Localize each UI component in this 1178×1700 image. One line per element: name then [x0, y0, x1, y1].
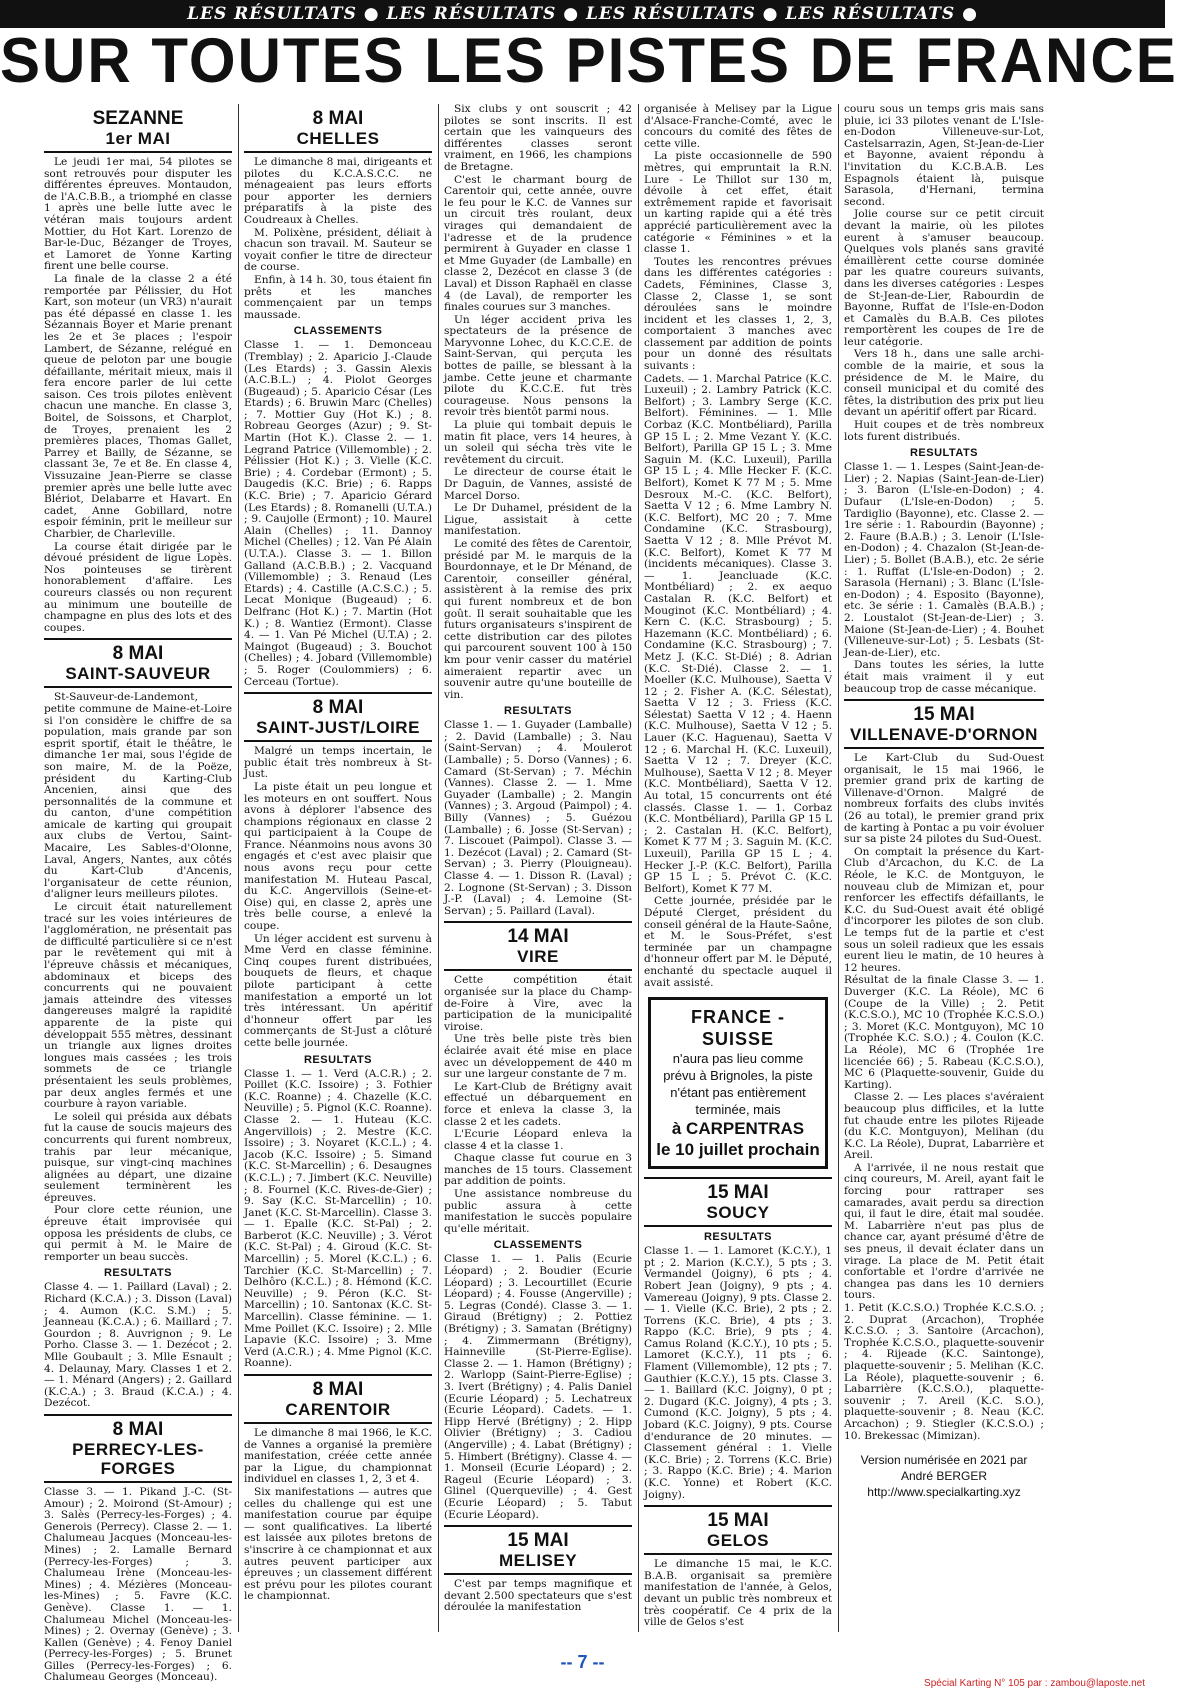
- results-heading: RESULTATS: [909, 447, 979, 460]
- article-paragraph: Enfin, à 14 h. 30, tous étaient fin prêts et les manches commençaient par un temps maussade.: [244, 273, 432, 321]
- announcement-venue: à CARPENTRAS: [671, 1119, 805, 1139]
- results-text: Classe 4. — 1. Paillard (Laval) ; 2. Richard (K.C.A.) ; 3. Disson (Laval) ; 4. Aumon (K.C. S.M.) ; 5. Jeanneau (K.C.A.) ; 6. Maillard ; 7. Gourdon ; 8. Auvrignon ; 9. Le Porho. Classe 3. — 1. Dezécot ; 2. Mlle Goubault ; 3. Mlle Esnault ; 4. Delaunay, Mary. Classes 1 et 2. — 1. Ménard (Angers) ; 2. Gaillard (K.C.A.) ; 3. Braud (K.C.A.) ; 4. Dezécot.: [44, 1281, 232, 1410]
- credit-line: Version numérisée en 2021 par: [860, 1453, 1028, 1468]
- article-paragraph: Le jeudi 1er mai, 54 pilotes se sont retrouvés pour disputer les différentes épreuves. Montaudon, de l'A.C.B.B., a triomphé en classe 1 après une belle lutte avec le vétéran mais toujours ardent Mottier, du Hot Kart. Lorenzo de Bar-le-Duc, Bézanger de Troyes, et Lamoret de Yonne Karting firent une belle course.: [44, 156, 232, 273]
- results-heading: CLASSEMENTS: [293, 325, 383, 338]
- results-text: Classe 1. — 1. Lamoret (K.C.Y.), 1 pt ; 2. Marion (K.C.Y.), 5 pts ; 3. Vermandel (Joigny), 6 pts ; 4. Robert Jean (Joigny), 9 pts ; 4. Vamereau (Joigny), 9 pts. Classe 2. — 1. Vielle (K.C. Brie), 2 pts ; 2. Torrens (K.C. Brie), 4 pts ; 3. Rappo (K.C. Brie), 9 pts ; 4. Camus Roland (K.C.Y.), 10 pts ; 5. Lamoret (K.C.Y.), 11 pts ; 6. Flament (Villemomble), 12 pts ; 7. Gauthier (K.C.Y.), 15 pts. Classe 3. — 1. Baillard (K.C. Joigny), 0 pt ; 2. Dugard (K.C. Joigny), 4 pts ; 3. Cumond (K.C. Joigny), 5 pts ; 4. Jobard (K.C. Joigny), 9 pts. Course d'endurance de 20 minutes. — Classement général : 1. Vielle (K.C. Brie) ; 2. Torrens (K.C. Brie) ; 3. Rappo (K.C. Brie) ; 4. Marion (K.C. Yonne) et Robert (K.C. Joigny).: [644, 1245, 832, 1501]
- race-date-sezanne: 1er MAI: [44, 129, 232, 153]
- article-paragraph: Toutes les rencontres prévues dans les différentes catégories : Cadets, Féminines, Classe 3, Classe 2, Classe 1, se sont déroulées sans le moindre incident et les classes 1, 2, 3, comportaient 3 manches avec classement par addition de points pour un donné des résultats suivants :: [644, 255, 832, 373]
- article-paragraph: Le dimanche 15 mai, le K.C. B.A.B. organisait sa première manifestation de l'année, à Gelos, devant un public très nombreux et très coopératif. Ce 4 prix de la ville de Gelos s'est: [644, 1558, 832, 1629]
- article-paragraph: La course était dirigée par le dévoué président de ligue Lopès. Nos pointeuses se tirèrent honorablement d'affaire. Les coureurs classés ou non reçurent au minimum une bouteille de champagne en plus des lots et des coupes.: [44, 540, 232, 634]
- race-title-melisey: MELISEY: [444, 1551, 632, 1575]
- race-title-villenave: VILLENAVE-D'ORNON: [844, 725, 1044, 749]
- results-text: Classe 1. — 1. Verd (A.C.R.) ; 2. Poillet (K.C. Issoire) ; 3. Fothier (K.C. Roanne) ; 4. Chazelle (K.C. Neuville) ; 5. Pignol (K.C. Roanne). Classe 2. — 1. Huteau (K.C. Angervillois) ; 2. Mestre (K.C. Issoire) ; 3. Noyaret (K.C.L.) ; 4. Jacob (K.C. Issoire) ; 5. Simand (K.C. St-Marcellin) ; 6. Desaugnes (K.C.L.) ; 7. Jimbert (K.C. Neuville) ; 8. Fournel (K.C. Rives-de-Gier) ; 9. Say (K.C. St-Marcellin) ; 10. Janet (K.C. St-Marcellin). Classe 3. — 1. Epalle (K.C. St-Pal) ; 2. Barberot (K.C. Neuville) ; 3. Vérot (K.C. St-Pal) ; 4. Giroud (K.C. St-Marcellin) ; 5. Morel (K.C.L.) ; 6. Tarchier (K.C. St-Marcellin) ; 7. Delhôro (K.C.L.) ; 8. Hémond (K.C. Neuville) ; 9. Péron (K.C. St-Marcellin) ; 10. Santonax (K.C. St-Marcellin). Classe féminine. — 1. Mme Poillet (K.C. Issoire) ; 2. Mlle Lapavie (K.C. Issoire) ; 3. Mme Verd (A.C.R.) ; 4. Mme Pignol (K.C. Roanne).: [244, 1067, 432, 1370]
- credit-url[interactable]: http://www.specialkarting.xyz: [867, 1485, 1021, 1500]
- results-heading: RESULTATS: [503, 705, 573, 718]
- results-heading: RESULTATS: [103, 1267, 173, 1280]
- article-paragraph: Classe 2. — Les places s'avéraient beaucoup plus difficiles, et la lutte fut chaude entre les pilotes Rijeade (du K.C. Montguyon), Melihan (du K.C. La Réole), Duprat, Labarrière et Areil.: [844, 1091, 1044, 1162]
- digitization-credit: [844, 1452, 1044, 1500]
- race-date-vire: 14 MAI: [444, 921, 632, 947]
- article-paragraph: Vers 18 h., dans une salle archi-comble de la mairie, et sous la présidence de M. le Maire, du conseil municipal et du comité des fêtes, la distribution des prix put lieu devant un apéritif offert par Ricard.: [844, 348, 1044, 419]
- race-title-perrecy: PERRECY-LES-FORGES: [44, 1440, 232, 1483]
- announcement-box: [648, 997, 828, 1169]
- article-paragraph: C'est par temps magnifique et devant 2.500 spectateurs que s'est déroulée la manifestation: [444, 1578, 632, 1614]
- article-paragraph: Six manifestations — autres que celles du challenge qui est une manifestation courue par équipe — sont qualificatives. La liberté est laissée aux pilotes bretons de s'inscrire à ce championnat et aux autres peuvent participer aux épreuves ; un classement différent est prévu pour les pilotes courant le championnat.: [244, 1485, 432, 1603]
- race-date-perrecy: 8 MAI: [44, 1414, 232, 1440]
- race-title-gelos: GELOS: [644, 1531, 832, 1555]
- results-text: Classe 1. — 1. Demonceau (Tremblay) ; 2. Aparicio J.-Claude (Les Etards) ; 3. Gassin Alexis (A.C.B.L.) ; 4. Piolot Georges (Bugeaud) ; 5. Aparicio César (Les Etards) ; 6. Bruwin Marc (Chelles) ; 7. Mottier Guy (Hot K.) ; 8. Robreau Georges (Azur) ; 9. St-Martin (Hot K.). Classe 2. — 1. Legrand Patrice (Villemomble) ; 2. Pélissier (Hot K.) ; 3. Vielle (K.C. Brie) ; 4. Cordebar (Ermont) ; 5. Daugedis (K.C. Brie) ; 6. Rapps (K.C. Brie) ; 7. Aparicio Gérard (Les Etards) ; 8. Romanelli (U.T.A.) ; 9. Caujolle (Ermont) ; 10. Maurel Alain (Chelles) ; 11. Dannoy Michel (Chelles) ; 12. Van Pé Alain (U.T.A.). Classe 3. — 1. Billon Galland (A.C.B.B.) ; 2. Vacquand (Villemomble) ; 3. Renaud (Les Etards) ; 4. Castille (A.C.S.C.) ; 5. Lecat Monique (Bugeaud) ; 6. Delfranc (Hot K.) ; 7. Martin (Hot K.) ; 8. Wantiez (Ermont). Classe 4. — 1. Van Pé Michel (U.T.A) ; 2. Maingot (Bugeaud) ; 3. Bouchot (Chelles) ; 4. Jobard (Villemomble) ; 5. Roger (Coulommiers) ; 6. Cerceau (Tortue).: [244, 339, 432, 688]
- results-heading: RESULTATS: [303, 1053, 373, 1066]
- column-3: [444, 104, 632, 1632]
- article-paragraph: organisée à Melisey par la Ligue d'Alsace-Franche-Comté, avec le concours du comité des fêtes de cette ville.: [644, 103, 832, 150]
- article-paragraph: Le comité des fêtes de Carentoir, présidé par M. le marquis de la Bourdonnaye, et le Dr Ménand, de Carentoir, conseiller général, assistèrent à la remise des prix qui furent nombreux et de bon goût. Il serait souhaitable que les futurs organisateurs s'inspirent de cette distribution car des pilotes qui parcourent souvent 100 à 150 km pour venir casser du matériel aimeraient repartir avec un souvenir autre qu'une bouteille de vin.: [444, 537, 632, 701]
- article-paragraph: La finale de la classe 2 a été remportée par Pélissier, du Hot Kart, son moteur (un VR3) n'aurait pas été dépassé en classe 1. les Sézannais Boyer et Marie prenant les 2e et 3e places ; l'espoir Lambert, de Sézanne, relégué en queue de peloton par une bougie défaillante, méritait mieux, mais il fera encore parler de lui cette saison. Ces trois pilotes enlèvent chacun une manche. En classe 3, Boitel, de Soissons, et Charplot, de Troyes, prenaient les 2 premières places, Thomas Gallet, Parrey et Bailly, de Sézanne, se classant 3e, 7e et 8e. En classe 4, Vissuzaine Jean-Pierre se classe premier après une belle lutte avec Blériot, Delabarre et Havart. En cadet, Anne Gobillard, notre espoir féminin, prit le meilleur sur Charbier, de Charleville.: [44, 272, 232, 540]
- race-date-carentoir: 8 MAI: [244, 1374, 432, 1400]
- article-paragraph: Six clubs y ont souscrit ; 42 pilotes se sont inscrits. Il est certain que les vainqueurs des différentes classes seront vraiment, en 1966, les champions de Bretagne.: [444, 103, 632, 173]
- article-paragraph: On comptait la présence du Kart-Club d'Arcachon, du K.C. de La Réole, le K.C. de Montguyon, le nouveau club de Mimizan et, pour renforcer les effectifs défaillants, le K.C. du Sud-Ouest avait été obligé d'incorporer les pilotes de son club. Le temps fut de la partie et c'est sous un soleil radieux que les essais eurent lieu le matin, de 10 heures à 12 heures.: [844, 845, 1044, 974]
- article-paragraph: Le Kart-Club du Sud-Ouest organisait, le 15 mai 1966, le premier grand prix de karting de Villenave-d'Ornon. Malgré de nombreux forfaits des clubs invités (26 au total), le premier grand prix de karting à Pontac a pu voir évoluer sur sa piste 24 pilotes du Sud-Ouest.: [844, 752, 1044, 846]
- article-paragraph: Le Kart-Club de Brétigny avait effectué un débarquement en force et enleva la classe 3, la classe 2 et les cadets.: [444, 1080, 632, 1128]
- article-paragraph: St-Sauveur-de-Landemont, petite commune de Maine-et-Loire si l'on considère le chiffre de sa population, mais grande par son esprit sportif, était le théâtre, le dimanche 1er mai, sous l'égide de son maire, M. de la Poëze, président du Karting-Club Ancenien, ainsi que des personnalités de la commune et du canton, d'une compétition amicale de karting qui groupait aux clubs de Vertou, Saint-Macaire, Les Sables-d'Olonne, Laval, Angers, Nantes, aux côtés du Kart-Club d'Ancenis, l'organisateur de cette réunion, d'aligner leurs meilleurs pilotes.: [44, 691, 232, 901]
- column-4: [644, 104, 832, 1632]
- column-5: [844, 104, 1044, 1632]
- race-title-vire: VIRE: [444, 947, 632, 971]
- column-divider: [238, 104, 239, 1632]
- article-paragraph: Chaque classe fut courue en 3 manches de 15 tours. Classement par addition de points.: [444, 1152, 632, 1188]
- article-paragraph: Un léger accident est survenu à Mme Verd en classe féminine. Cinq coupes furent distribuées, bouquets de fleurs, et chaque pilote participant à cette manifestation a emporté un lot très intéressant. Un apéritif d'honneur offert par les commerçants de St-Just a clôturé cette belle journée.: [244, 932, 432, 1049]
- results-heading: CLASSEMENTS: [493, 1239, 583, 1252]
- article-paragraph: Une très belle piste très bien éclairée avait été mise en place avec un développement de 440 m sur une largeur constante de 7 m.: [444, 1033, 632, 1081]
- article-paragraph: Le dimanche 8 mai, dirigeants et pilotes du K.C.A.S.C.C. ne ménageaient pas leurs efforts pour apporter les derniers préparatifs à la piste des Coudreaux à Chelles.: [244, 156, 432, 226]
- footer-credit: Spécial Karting N° 105 par : zambou@laposte.net: [924, 1678, 1145, 1689]
- article-paragraph: Le dimanche 8 mai 1966, le K.C. de Vannes a organisé la première manifestation, créée cette année par la Ligue, du championnat individuel en classes 1, 2, 3 et 4.: [244, 1427, 432, 1486]
- page-number: -- 7 --: [560, 1652, 605, 1672]
- results-text: Classe 1. — 1. Lespes (Saint-Jean-de-Lier) ; 2. Napias (Saint-Jean-de-Lier) ; 3. Baron (L'Isle-en-Dodon) ; 4. Dufaur (L'Isle-en-Dodon) ; 5. Tardiglio (Bayonne), etc. Classe 2. — 1re série : 1. Rabourdin (Bayonne) ; 2. Faure (B.A.B.) ; 3. Lenoir (L'Isle-en-Dodon) ; 4. Chazalon (St-Jean-de-Lier) ; 5. Bollet (B.A.B.), etc. 2e série : 1. Ruffat (L'Isle-en-Dodon) ; 2. Sarasola (Hernani) ; 3. Blanc (L'Isle-en-Dodon) ; 4. Esposito (Bayonne), etc. 3e série : 1. Camalès (B.A.B.) ; 2. Loustalot (St-Jean-de-Lier) ; 3. Maione (St-Jean-de-Lier) ; 4. Bouhet (Villeneuve-sur-Lot) ; 5. Lesbats (St-Jean-de-Lier), etc.: [844, 461, 1044, 659]
- column-divider: [438, 104, 439, 1632]
- results-text: Classe 1. — 1. Guyader (Lamballe) ; 2. David (Lamballe) ; 3. Nau (Saint-Servan) ; 4. Moulerot (Lamballe) ; 5. Dorso (Vannes) ; 6. Camard (St-Servan) ; 7. Méchin (Vannes). Classe 2. — 1. Mme Guyader (Lamballe) ; 2. Mangin (Vannes) ; 3. Argoud (Paimpol) ; 4. Billy (Vannes) ; 5. Guézou (Lamballe) ; 6. Josse (St-Servan) ; 7. Liscouet (Paimpol). Classe 3. — 1. Dezécot (Laval) ; 2. Camard (St-Servan) ; 3. Pierry (Plouigneau). Classe 4. — 1. Disson R. (Laval) ; 2. Lognone (St-Servan) ; 3. Disson J.-P. (Laval) ; 4. Lemoine (St-Servan) ; 5. Paillard (Laval).: [444, 719, 632, 917]
- results-heading: RESULTATS: [703, 1231, 773, 1244]
- article-paragraph: A l'arrivée, il ne nous restait que cinq coureurs, M. Areil, ayant fait le forcing pour rattraper ses camarades, avait perdu sa direction qui, il faut le dire, était mal soudée. M. Labarrière n'eut pas plus de chance car, ayant présumé d'être de ses pneus, il devait éclater dans un virage. La place de M. Petit était confortable et l'ordre d'arrivée ne changea pas dans les 10 derniers tours.: [844, 1161, 1044, 1302]
- article-paragraph: Une assistance nombreuse du public assura à cette manifestation le succès populaire qu'elle méritait.: [444, 1188, 632, 1235]
- race-title-chelles: CHELLES: [244, 129, 432, 153]
- credit-author: André BERGER: [900, 1469, 988, 1484]
- results-text: Classe 1. — 1. Palis (Ecurie Léopard) ; 2. Boudier (Ecurie Léopard) ; 3. Lecourtillet (Ecurie Léopard) ; 4. Fousse (Angerville) ; 5. Legras (Condé). Classe 3. — 1. Giraud (Brétigny) ; 2. Pottiez (Brétigny) ; 3. Samatan (Brétigny) ; 4. Zimmermann (Brétigny), Hainneville (St-Pierre-Eglise). Classe 2. — 1. Hamon (Brétigny) ; 2. Warlopp (Saint-Pierre-Eglise) ; 3. Ivert (Brétigny) ; 4. Palis Daniel (Ecurie Léopard) ; 5. Lechatreux (Ecurie Léopard). Cadets. — 1. Hipp Hervé (Brétigny) ; 2. Hipp Olivier (Brétigny) ; 3. Cadiou (Angerville) ; 4. Labat (Brétigny) ; 5. Himbert (Brétigny). Classe 4. — 1. Monseil (Ecurie Léopard) ; 2. Rageul (Ecurie Léopard) ; 3. Glinel (Querqueville) ; 4. Gest (Ecurie Léopard) ; 5. Tabut (Ecurie Léopard).: [444, 1253, 632, 1521]
- race-date-justloire: 8 MAI: [244, 692, 432, 718]
- results-text: Cadets. — 1. Marchal Patrice (K.C. Luxeuil) ; 2. Lambry Patrick (K.C. Belfort) ; 3. Lambry Serge (K.C. Belfort). Féminines. — 1. Mlle Corbaz (K.C. Montbéliard), Parilla GP 15 L ; 2. Mme Vezant Y. (K.C. Belfort), Parilla GP 15 L ; 3. Mme Saguin M. (K.C. Luxeuil), Parilla GP 15 L ; 4. Mlle Hecker F. (K.C. Belfort), Komet K 77 M ; 5. Mme Desroux M.-C. (K.C. Belfort), Saetta V 12 ; 6. Mme Lambry N. (K.C. Belfort), MC 20 ; 7. Mme Condamine (K.C. Strasbourg), Saetta V 12 ; 8. Mlle Prévot M. (K.C. Belfort), Komet K 77 M (incidents mécaniques). Classe 3. — 1. Jeancluade (K.C. Montbéliard) ; 2. ex aequo Castalan R. (K.C. Belfort) et Mouginot (K.C. Montbéliard) ; 4. Kern C. (K.C. Strasbourg) ; 5. Hazemann (K.C. Montbéliard) ; 6. Condamine (K.C. Strasbourg) ; 7. Metz J. (K.C. St-Dié) ; 8. Adrian (K.C. St-Dié). Classe 2. — 1. Moeller (K.C. Mulhouse), Saetta V 12 ; 2. Fisher A. (K.C. Sélestat), Saetta V 12 ; 3. Friess (K.C. Sélestat) Saetta V 12 ; 4. Haenn (K.C. Mulhouse), Saetta V 12 ; 5. Lauer (K.C. Haguenau), Saetta V 12 ; 6. Marchal H. (K.C. Luxeuil), Saetta V 12 ; 7. Dreyer (K.C. Mulhouse), Saetta V 12 ; 8. Meyer (K.C. Montbéliard), Saetta V 12. Au total, 15 concurrents ont été classés. Classe 1. — 1. Corbaz (K.C. Montbéliard), Parilla GP 15 L ; 2. Castalan H. (K.C. Belfort), Komet K 77 M ; 3. Saguin M. (K.C. Luxeuil), Parilla GP 15 L ; 4. Hecker J.-P. (K.C. Belfort), Parilla GP 15 L ; 5. Prévot C. (K.C. Belfort), Komet K 77 M.: [644, 372, 832, 895]
- race-date-villenave: 15 MAI: [844, 699, 1044, 725]
- results-text: 1. Petit (K.C.S.O.) Trophée K.C.S.O. ; 2. Duprat (Arcachon), Trophée K.C.S.O. ; 3. Santoire (Arcachon), Trophée K.C.S.O., plaquette-souvenir ; 4. Rijeade (K.C. Saintonge), plaquette-souvenir ; 5. Melihan (K.C. La Réole), plaquette-souvenir ; 6. Labarrière (K.C.S.O.), plaquette-souvenir ; 7. Areil (K.C. S.O.), plaquette-souvenir ; 8. Neau (K.C. Arcachon) ; 9. Stiegler (K.C.S.O.) ; 10. Brekessac (Mimizan).: [844, 1302, 1044, 1442]
- article-paragraph: Le Dr Duhamel, président de la Ligue, assistait à cette manifestation.: [444, 502, 632, 538]
- article-paragraph: Le circuit était naturellement tracé sur les voies intérieures de l'agglomération, ne présentait pas de difficulté particulière si ce n'est par le revêtement qui mit à l'épreuve châssis et mécaniques, abdominaux et biceps des concurrents qui ne pouvaient jamais atteindre des vitesses dangereuses malgré la rapidité apparente de la piste qui développait 555 mètres, dessinant un triangle aux lignes droites longues mais cassées ; les trois sommets de ce triangle présentaient les seuls problèmes, par deux angles fermés et une courbure à rayon variable.: [44, 901, 232, 1111]
- announcement-text: n'aura pas lieu comme prévu à Brignoles, la piste n'étant pas entièrement terminée, mais: [663, 1051, 813, 1118]
- race-date-gelos: 15 MAI: [644, 1505, 832, 1531]
- article-paragraph: Cette journée, présidée par le Député Clerget, président du conseil général de la Haute-Saône, et M. le Sous-Préfet, s'est terminée par un champagne d'honneur offert par M. le Député, enchanté du spectacle auquel il avait assisté.: [644, 895, 832, 989]
- article-paragraph: Le soleil qui présida aux débats fut la cause de soucis majeurs des concurrents qui furent nombreux, trahis par leur mécanique, puisque, sur vingt-cinq machines alignées au départ, une dizaine seulement terminèrent les épreuves.: [44, 1110, 232, 1204]
- results-text: Résultat de la finale Classe 3. — 1. Duverger (K.C. La Réole), MC 6 (Coupe de la Ville) ; 2. Petit (K.C.S.O.), MC 10 (Trophée K.C.S.O.) ; 3. Moret (K.C. Montguyon), MC 10 (Trophée K.C. S.O.) ; 4. Coulon (K.C. La Réole), MC 6 (Trophée 1re licenciée 66) ; 5. Rabeau (K.C.S.O.), MC 6 (Plaquette-souvenir, Guide du Karting).: [844, 974, 1044, 1091]
- column-divider: [838, 104, 839, 1632]
- race-title-carentoir: CARENTOIR: [244, 1400, 432, 1424]
- announcement-title: FRANCE - SUISSE: [691, 1007, 785, 1050]
- column-2: [244, 104, 432, 1632]
- race-title-justloire: SAINT-JUST/LOIRE: [244, 718, 432, 742]
- article-paragraph: Le directeur de course était le Dr Daguin, de Vannes, assisté de Marcel Dorso.: [444, 466, 632, 502]
- race-date-melisey: 15 MAI: [444, 1525, 632, 1551]
- article-paragraph: La piste était un peu longue et les moteurs en ont souffert. Nous avons à déplorer l'absence des champions régionaux en classe 2 qui participaient à la Coupe de France. Néanmoins nous avons 30 engagés et c'est avec plaisir que nous avons reçu pour cette manifestation M. Huteau Pascal, du K.C. Angervillois (Seine-et-Oise) qui, en classe 2, après une très belle course, a enlevé la coupe.: [244, 780, 432, 933]
- article-paragraph: Malgré un temps incertain, le public était très nombreux à St-Just.: [244, 745, 432, 781]
- page-headline: SUR TOUTES LES PISTES DE FRANCE: [0, 25, 1178, 96]
- race-title-sezanne: SEZANNE: [92, 108, 184, 129]
- article-paragraph: La piste occasionnelle de 590 mètres, qui empruntait la R.N. Lure - Le Thillot sur 130 m, dévoile à cet effet, était extrêmement rapide et favorisait un karting rapide qui a été très apprécié particulièrement avec la catégorie « Féminines » et la classe 1.: [644, 150, 832, 256]
- article-paragraph: Dans toutes les séries, la lutte était mais vraiment il y eut beaucoup trop de casse mécanique.: [844, 659, 1044, 695]
- race-date-chelles: 8 MAI: [312, 108, 364, 129]
- article-paragraph: Cette compétition était organisée sur la place du Champ-de-Foire à Vire, avec la participation de la municipalité viroise.: [444, 974, 632, 1033]
- article-paragraph: Pour clore cette réunion, une épreuve était improvisée qui opposa les présidents de clubs, ce qui permit à M. le Maire de remporter un beau succès.: [44, 1204, 232, 1263]
- race-title-soucy: SOUCY: [644, 1203, 832, 1227]
- article-paragraph: M. Polixène, président, déliait à chacun son travail. M. Sauteur se voyait confier le titre de directeur de course.: [244, 226, 432, 274]
- results-text: Classe 3. — 1. Pikand J.-C. (St-Amour) ; 2. Moirond (St-Amour) ; 3. Salès (Perrecy-les-Forges) ; 4. Generois (Perrecy). Classe 2. — 1. Chalumeau Jacques (Monceau-les-Mines) ; 2. Lamalle Bernard (Perrecy-les-Forges) ; 3. Chalumeau Irène (Monceau-les-Mines) ; 4. Mézières (Monceau-les-Mines) ; 5. Favre (K.C. Genève). Classe 1. — 1. Chalumeau Michel (Monceau-les-Mines) ; 2. Overnay (Genève) ; 3. Kallen (Genève) ; 4. Fenoy Daniel (Perrecy-les-Forges) ; 5. Brunet Gilles (Perrecy-les-Forges) ; 6. Chalumeau Georges (Monceau).: [44, 1485, 232, 1684]
- article-paragraph: Un léger accident priva les spectateurs de la présence de Maryvonne Lohec, du K.C.C.E. de Saint-Servan, qui perçuta les bottes de paille, se blessant à la jambe. Cette jeune et charmante pilote du K.C.C.E. fut très courageuse. Nous pensons la revoir très bientôt parmi nous.: [444, 313, 632, 419]
- article-paragraph: L'Ecurie Léopard enleva la classe 4 et la classe 1.: [444, 1128, 632, 1152]
- article-paragraph: La pluie qui tombait depuis le matin fit place, vers 14 heures, à un soleil qui sécha très vite le revêtement du circuit.: [444, 419, 632, 466]
- announcement-date: le 10 juillet prochain: [656, 1140, 820, 1160]
- race-date-soucy: 15 MAI: [644, 1177, 832, 1203]
- column-divider: [638, 104, 639, 1632]
- column-1: [44, 104, 232, 1684]
- article-paragraph: Jolie course sur ce petit circuit devant la mairie, où les pilotes eurent à s'amuser beaucoup. Quelques vols planés sans gravité émaillèrent cette course dominée par les quatre coureurs suivants, dans les diverses catégories : Lespes de St-Jean-de-Lier, Rabourdin de Bayonne, Ruffat de l'Isle-en-Dodon et Camalès du B.A.B. Ces pilotes remportèrent les coupes de 1re de leur catégorie.: [844, 208, 1044, 348]
- article-paragraph: Huit coupes et de très nombreux lots furent distribués.: [844, 419, 1044, 443]
- article-paragraph: C'est le charmant bourg de Carentoir qui, cette année, ouvre le feu pour le K.C. de Vannes sur un circuit très roulant, deux virages qui demandaient de l'adresse et de la prudence permirent à Guyader en classe 1 et Mme Guyader (de Lamballe) en classe 2, Dezécot en classe 3 (de Laval) et Disson Raphaël en classe 4 (de Laval), de remporter les finales courues sur 3 manches.: [444, 173, 632, 314]
- race-title-sauveur: SAINT-SAUVEUR: [44, 664, 232, 688]
- race-date-sauveur: 8 MAI: [44, 638, 232, 664]
- section-banner: LES RÉSULTATS ● LES RÉSULTATS ● LES RÉSULTATS ● LES RÉSULTATS ●: [0, 0, 1165, 28]
- article-paragraph: couru sous un temps gris mais sans pluie, ici 33 pilotes venant de L'Isle-en-Dodon Villeneuve-sur-Lot, Castelsarrazin, Agen, St-Jean-de-Lier et Bayonne, avaient répondu à l'invitation du K.C.B.A.B. Les Espagnols étaient là, puisque Sarasola, d'Hernani, termina second.: [844, 103, 1044, 208]
